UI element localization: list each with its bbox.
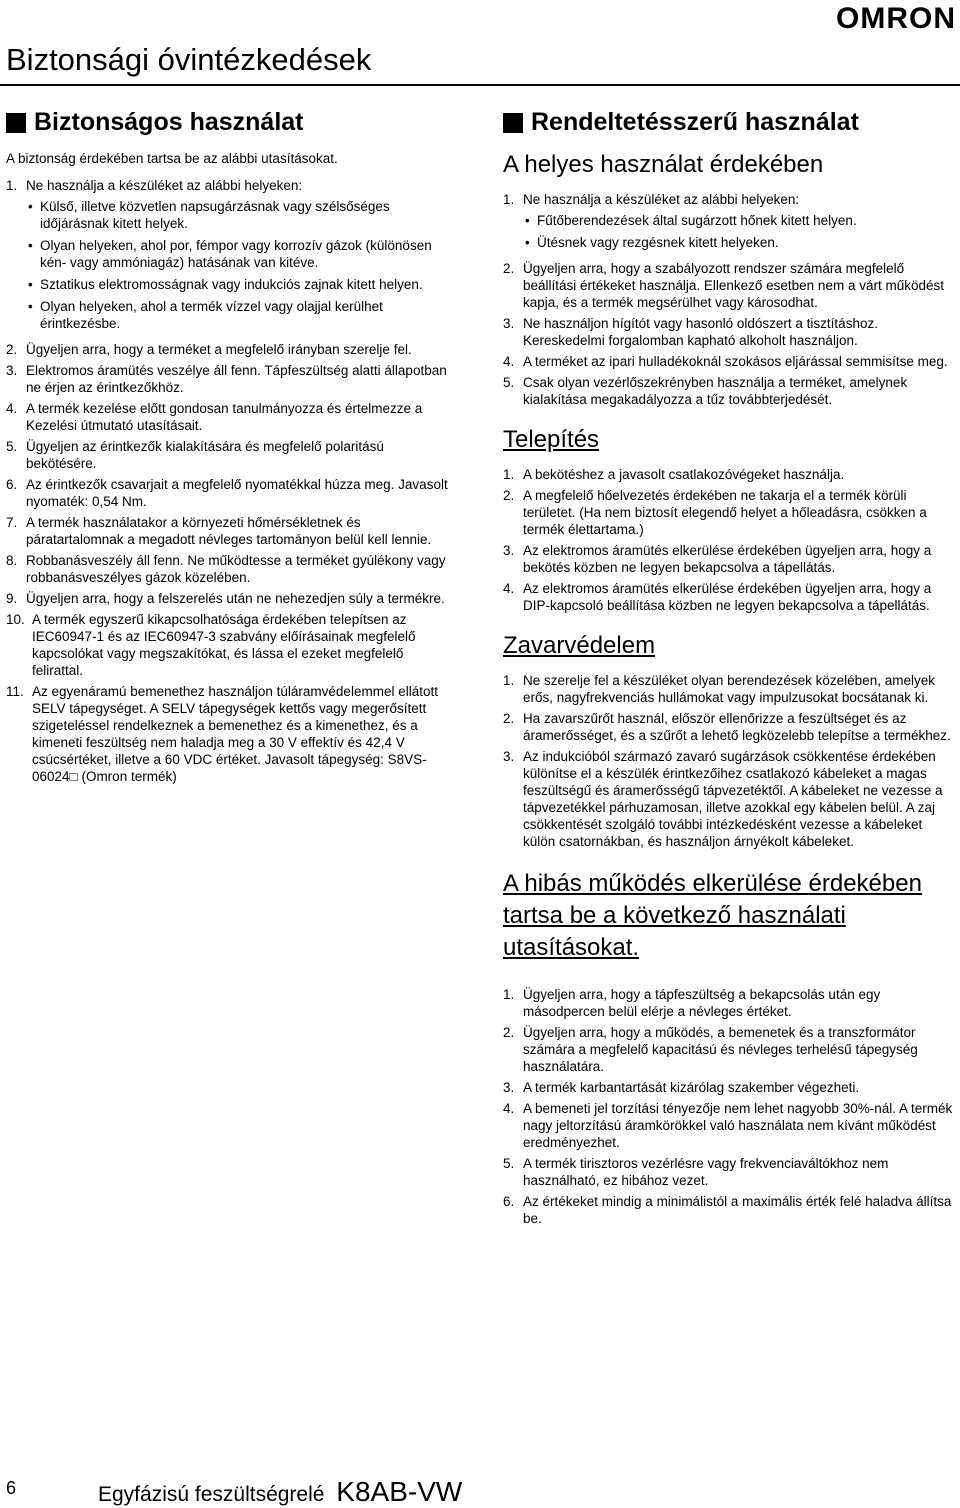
item-number: 3. bbox=[6, 363, 18, 378]
section-heading-text: Rendeltetésszerű használat bbox=[531, 108, 859, 136]
item-text: Ügyeljen az érintkezők kialakítására és megfelelő polaritású bekötésére. bbox=[26, 439, 384, 471]
item-number: 4. bbox=[503, 354, 515, 369]
item-number: 4. bbox=[6, 401, 18, 416]
list-item bbox=[503, 1193, 955, 1227]
product-model: K8AB-VW bbox=[336, 1476, 463, 1507]
list-item bbox=[6, 177, 456, 337]
proper-use-list bbox=[503, 191, 955, 408]
item-number: 2. bbox=[503, 261, 515, 276]
item-text: Ne használja a készüléket az alábbi helyeken: bbox=[523, 192, 800, 207]
bullet-icon: • bbox=[28, 299, 33, 314]
item-number: 3. bbox=[503, 1080, 515, 1095]
item-number: 1. bbox=[503, 987, 515, 1002]
subheading-proper-use: A helyes használat érdekében bbox=[503, 151, 824, 178]
item-number: 6. bbox=[6, 477, 18, 492]
list-item bbox=[6, 438, 456, 472]
footer-product bbox=[98, 1476, 462, 1508]
right-column bbox=[503, 108, 955, 1231]
list-item bbox=[503, 466, 955, 483]
bullet-text: Olyan helyeken, ahol por, fémpor vagy korrozív gázok (különösen kén- vagy ammóniagáz) hatásának van kitéve. bbox=[40, 238, 432, 270]
item-number: 1. bbox=[6, 178, 18, 193]
item-text: Ügyeljen arra, hogy a terméket a megfelelő irányban szerelje fel. bbox=[26, 342, 412, 357]
item-text: Ha zavarszűrőt használ, először ellenőrizze a feszültséget és az áramerősséget, és a szűrőt a lehető legközelebb telepítse a termékhez. bbox=[523, 711, 951, 743]
item-number: 2. bbox=[503, 711, 515, 726]
list-item bbox=[503, 710, 955, 744]
item-text: Az indukcióból származó zavaró sugárzások csökkentése érdekében különítse el a készülék érintkezőihez csatlakozó kábeleket a magas feszültségű és áramerősségű tápvezetéktől. A kábeleket ne vezesse a tápvezetékkel párhuzamosan, illetve azokkal egy kábelen belül. A zaj csökkentését szolgáló további intézkedésként vezesse a kábeleket külön csatornákban, és használjon árnyékolt kábeleket. bbox=[523, 749, 943, 849]
list-item bbox=[503, 672, 955, 706]
item-text: Elektromos áramütés veszélye áll fenn. Tápfeszültség alatti állapotban ne érjen az érintkezőkhöz. bbox=[26, 363, 447, 395]
item-number: 9. bbox=[6, 591, 18, 606]
bullet-text: Fűtőberendezések által sugárzott hőnek kitett helyen. bbox=[537, 213, 857, 228]
subheading-installation: Telepítés bbox=[503, 426, 600, 453]
bullet-item bbox=[26, 198, 456, 232]
section-heading-intended-use bbox=[503, 108, 955, 137]
bullet-icon: • bbox=[28, 277, 33, 292]
title-divider bbox=[0, 84, 960, 86]
item-number: 8. bbox=[6, 553, 18, 568]
list-item bbox=[6, 514, 456, 548]
list-item bbox=[503, 487, 955, 538]
item-number: 10. bbox=[6, 612, 25, 627]
intro-text: A biztonság érdekében tartsa be az alábbi utasításokat. bbox=[6, 151, 338, 166]
item-number: 1. bbox=[503, 192, 515, 207]
bullet-item bbox=[523, 234, 857, 251]
item-number: 2. bbox=[503, 488, 515, 503]
item-text: Ügyeljen arra, hogy a felszerelés után ne nehezedjen súly a termékre. bbox=[26, 591, 445, 606]
item-number: 7. bbox=[6, 515, 18, 530]
section-heading-safe-use bbox=[6, 108, 456, 137]
subheading-malfunction: A hibás működés elkerülése érdekében tartsa be a következő használati utasításokat. bbox=[503, 870, 922, 961]
item-text: Ügyeljen arra, hogy a működés, a bemenetek és a transzformátor számára a megfelelő kapacitású és névleges terhelésű tápegység használatára. bbox=[523, 1025, 918, 1074]
item-text: Csak olyan vezérlőszekrényben használja a terméket, amelynek kialakítása megakadályozza a tűz továbbterjedését. bbox=[523, 375, 908, 407]
left-column bbox=[6, 108, 456, 789]
item-text: Robbanásveszély áll fenn. Ne működtesse a terméket gyúlékony vagy robbanásveszélyes gázok közelében. bbox=[26, 553, 446, 585]
item-number: 5. bbox=[6, 439, 18, 454]
bullet-list bbox=[523, 212, 857, 251]
noise-protection-list bbox=[503, 672, 955, 850]
bullet-icon: • bbox=[28, 199, 33, 214]
list-item bbox=[6, 590, 456, 607]
list-item bbox=[503, 260, 955, 311]
item-text: Ügyeljen arra, hogy a tápfeszültség a bekapcsolás után egy másodpercen belül elérje a névleges értéket. bbox=[523, 987, 881, 1019]
item-number: 3. bbox=[503, 749, 515, 764]
item-text: Ne használja a készüléket az alábbi helyeken: bbox=[26, 178, 303, 193]
omron-logo: OMRON bbox=[836, 2, 956, 35]
bullet-item bbox=[523, 212, 857, 229]
section-heading-text: Biztonságos használat bbox=[34, 108, 304, 136]
list-item bbox=[503, 1100, 955, 1151]
installation-list bbox=[503, 466, 955, 614]
item-text: Az elektromos áramütés elkerülése érdekében ügyeljen arra, hogy a DIP-kapcsoló beállítása közben ne legyen bekapcsolva a tápellátás. bbox=[523, 581, 932, 613]
bullet-icon: • bbox=[525, 235, 530, 250]
list-item bbox=[503, 580, 955, 614]
bullet-icon: • bbox=[525, 213, 530, 228]
bullet-text: Ütésnek vagy rezgésnek kitett helyeken. bbox=[537, 235, 779, 250]
item-text: Az értékeket mindig a minimálistól a maximális érték felé haladva állítsa be. bbox=[523, 1194, 952, 1226]
item-text: Az elektromos áramütés elkerülése érdekében ügyeljen arra, hogy a bekötés közben ne legyen bekapcsolva a tápellátás. bbox=[523, 543, 932, 575]
list-item bbox=[6, 362, 456, 396]
bullet-item bbox=[26, 276, 456, 293]
list-item bbox=[503, 353, 955, 370]
bullet-item bbox=[26, 298, 456, 332]
item-text: A megfelelő hőelvezetés érdekében ne takarja el a termék körüli területet. (Ha nem biztosít elegendő helyet a hőleadásra, csökken a termék élettartama.) bbox=[523, 488, 927, 537]
item-number: 5. bbox=[503, 1156, 515, 1171]
item-text: A termék kezelése előtt gondosan tanulmányozza és értelmezze a Kezelési útmutató utasításait. bbox=[26, 401, 423, 433]
bullet-list bbox=[26, 198, 456, 332]
list-item bbox=[503, 1079, 955, 1096]
list-item bbox=[503, 748, 955, 850]
item-text: A termék egyszerű kikapcsolhatósága érdekében telepítsen az IEC60947-1 és az IEC60947-3 szabvány előírásainak megfelelő kapcsolókat vagy megszakítókat, és lássa el ezeket megfelelő felirattal. bbox=[32, 612, 416, 678]
item-number: 4. bbox=[503, 1101, 515, 1116]
item-text: A bemeneti jel torzítási tényezője nem lehet nagyobb 30%-nál. A termék nagy jeltorzítású áramkörökkel való használata nem kívánt működést eredményezhet. bbox=[523, 1101, 953, 1150]
item-number: 6. bbox=[503, 1194, 515, 1209]
item-number: 3. bbox=[503, 316, 515, 331]
item-text: A termék tirisztoros vezérlésre vagy frekvenciaváltókhoz nem használható, ez hibához vezet. bbox=[523, 1156, 889, 1188]
bullet-text: Olyan helyeken, ahol a termék vízzel vagy olajjal kerülhet érintkezésbe. bbox=[40, 299, 383, 331]
list-item bbox=[6, 476, 456, 510]
malfunction-list bbox=[503, 986, 955, 1227]
item-text: A termék karbantartását kizárólag szakember végezheti. bbox=[523, 1080, 860, 1095]
bullet-item bbox=[26, 237, 456, 271]
square-bullet-icon bbox=[503, 113, 523, 133]
product-name: Egyfázisú feszültségrelé bbox=[98, 1483, 325, 1506]
item-text: A terméket az ipari hulladékoknál szokásos eljárással semmisítse meg. bbox=[523, 354, 948, 369]
item-text: Ügyeljen arra, hogy a szabályozott rendszer számára megfelelő beállítási értékeket használja. Ellenkező esetben nem a várt működést kapja, és a termék megsérülhet vagy károsodhat. bbox=[523, 261, 944, 310]
item-text: Ne használjon hígítót vagy hasonló oldószert a tisztításhoz. Kereskedelmi forgalomban kapható alkoholt használjon. bbox=[523, 316, 878, 348]
item-text: Az egyenáramú bemenethez használjon túláramvédelemmel ellátott SELV tápegységet. A SELV tápegységek kettős vagy megerősített szigeteléssel rendelkeznek a bemenethez és a kimenethez, és a kimeneti feszültség nem haladja meg a 30 V effektív és 42,4 V csúcsértéket, illetve a 60 VDC értéket. Javasolt tápegység: S8VS-06024□ (Omron termék) bbox=[32, 684, 438, 784]
square-bullet-icon bbox=[6, 113, 26, 133]
item-number: 5. bbox=[503, 375, 515, 390]
page-title: Biztonsági óvintézkedések bbox=[6, 42, 372, 77]
item-text: A termék használatakor a környezeti hőmérsékletnek és páratartalomnak a megadott névleges tartományon belül kell lennie. bbox=[26, 515, 432, 547]
list-item bbox=[503, 986, 955, 1020]
list-item bbox=[503, 315, 955, 349]
item-text: Ne szerelje fel a készüléket olyan berendezések közelében, amelyek erős, nagyfrekvenciás hullámokat vagy impulzusokat bocsátanak ki. bbox=[523, 673, 935, 705]
safe-use-list bbox=[6, 177, 456, 785]
list-item bbox=[6, 611, 456, 679]
item-number: 1. bbox=[503, 673, 515, 688]
list-item bbox=[6, 552, 456, 586]
list-item bbox=[503, 1024, 955, 1075]
item-number: 3. bbox=[503, 543, 515, 558]
list-item bbox=[6, 683, 456, 785]
list-item bbox=[503, 374, 955, 408]
item-number: 4. bbox=[503, 581, 515, 596]
list-item bbox=[503, 1155, 955, 1189]
subheading-noise-protection: Zavarvédelem bbox=[503, 632, 656, 659]
bullet-text: Sztatikus elektromosságnak vagy indukciós zajnak kitett helyen. bbox=[40, 277, 423, 292]
page-number: 6 bbox=[6, 1478, 17, 1498]
item-number: 11. bbox=[6, 684, 24, 699]
list-item bbox=[503, 542, 955, 576]
bullet-text: Külső, illetve közvetlen napsugárzásnak vagy szélsőséges időjárásnak kitett helyek. bbox=[40, 199, 390, 231]
item-number: 1. bbox=[503, 467, 515, 482]
item-text: A bekötéshez a javasolt csatlakozóvégeket használja. bbox=[523, 467, 845, 482]
item-text: Az érintkezők csavarjait a megfelelő nyomatékkal húzza meg. Javasolt nyomaték: 0,54 Nm. bbox=[26, 477, 448, 509]
list-item bbox=[503, 191, 955, 256]
list-item bbox=[6, 400, 456, 434]
item-number: 2. bbox=[503, 1025, 515, 1040]
list-item bbox=[6, 341, 456, 358]
bullet-icon: • bbox=[28, 238, 33, 253]
item-number: 2. bbox=[6, 342, 18, 357]
